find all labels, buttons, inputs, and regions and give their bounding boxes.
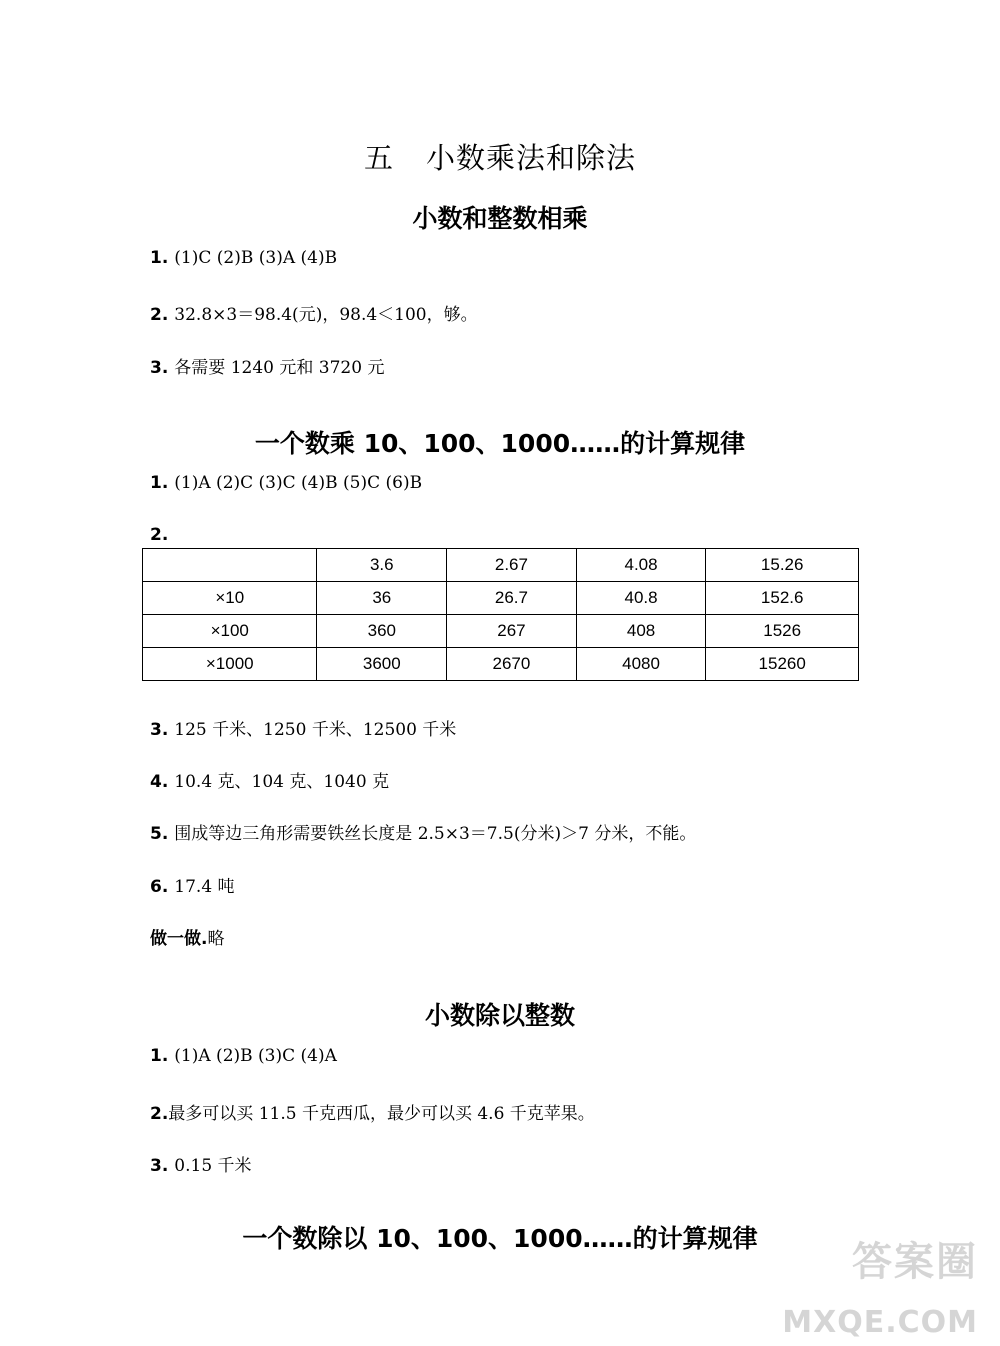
table-cell: ×1000: [143, 648, 317, 681]
table-cell: 3600: [317, 648, 447, 681]
s2-answer-4: [150, 767, 389, 792]
item-label: 2.: [150, 305, 169, 325]
table-cell: [143, 549, 317, 582]
table-cell: 26.7: [447, 582, 577, 615]
item-text: 0.15 千米: [174, 1156, 252, 1176]
item-text: 125 千米、1250 千米、12500 千米: [174, 720, 457, 740]
item-label: 6.: [150, 877, 169, 897]
item-text: (1)C (2)B (3)A (4)B: [174, 248, 338, 268]
item-label: 3.: [150, 720, 169, 740]
item-label: 做一做.: [150, 929, 208, 949]
table-cell: 267: [447, 615, 577, 648]
table-cell: 2.67: [447, 549, 577, 582]
table-cell: ×10: [143, 582, 317, 615]
table-cell: ×100: [143, 615, 317, 648]
item-text: 各需要 1240 元和 3720 元: [174, 358, 385, 378]
table-cell: 152.6: [706, 582, 859, 615]
item-text: 最多可以买 11.5 千克西瓜，最少可以买 4.6 千克苹果。: [168, 1104, 595, 1124]
s2-answer-2: [150, 525, 174, 545]
item-label: 4.: [150, 772, 169, 792]
section-title-decimal-times-integer: 小数和整数相乘: [412, 204, 588, 233]
item-label: 5.: [150, 824, 169, 844]
table-row: [143, 615, 859, 648]
table-cell: 360: [317, 615, 447, 648]
table-cell: 3.6: [317, 549, 447, 582]
table-row: [143, 582, 859, 615]
table-cell: 36: [317, 582, 447, 615]
item-text: 略: [207, 929, 225, 949]
table-header-row: [143, 549, 859, 582]
item-label: 1.: [150, 1046, 169, 1066]
s1-answer-2: [150, 300, 478, 325]
item-label: 3.: [150, 1156, 169, 1176]
section-title-divide-by-powers-of-ten: 一个数除以 10、100、1000……的计算规律: [242, 1224, 758, 1253]
multiplication-table: [142, 548, 859, 681]
item-label: 2.: [150, 1104, 169, 1124]
s2-try-it: [150, 924, 224, 949]
table-cell: 4.08: [576, 549, 706, 582]
item-label: 3.: [150, 358, 169, 378]
item-text: (1)A (2)C (3)C (4)B (5)C (6)B: [174, 473, 423, 493]
watermark-url: MXQE.COM: [782, 1305, 978, 1340]
s3-answer-2: [150, 1099, 595, 1124]
item-text: 围成等边三角形需要铁丝长度是 2.5×3＝7.5(分米)＞7 分米，不能。: [174, 824, 697, 844]
table-row: [143, 648, 859, 681]
table-cell: 408: [576, 615, 706, 648]
table-cell: 15260: [706, 648, 859, 681]
chapter-title: [0, 136, 1000, 177]
table-cell: 2670: [447, 648, 577, 681]
s1-answer-3: [150, 353, 384, 378]
table-cell: 4080: [576, 648, 706, 681]
s3-answer-1: [150, 1046, 337, 1066]
item-label: 1.: [150, 248, 169, 268]
item-text: (1)A (2)B (3)C (4)A: [174, 1046, 337, 1066]
s1-answer-1: [150, 248, 337, 268]
table-cell: 1526: [706, 615, 859, 648]
table-cell: 40.8: [576, 582, 706, 615]
item-label: 1.: [150, 473, 169, 493]
table-cell: 15.26: [706, 549, 859, 582]
s2-answer-1: [150, 473, 422, 493]
chapter-name: 小数乘法和除法: [426, 141, 637, 175]
item-text: 10.4 克、104 克、1040 克: [174, 772, 390, 792]
s2-answer-6: [150, 872, 235, 897]
item-label: 2.: [150, 525, 169, 545]
chapter-number: 五: [363, 141, 394, 175]
site-watermark: [782, 1230, 978, 1340]
s3-answer-3: [150, 1151, 252, 1176]
s2-answer-5: [150, 819, 696, 844]
s2-answer-3: [150, 715, 456, 740]
section-title-multiply-by-powers-of-ten: 一个数乘 10、100、1000……的计算规律: [254, 429, 746, 458]
item-text: 32.8×3＝98.4(元)，98.4＜100，够。: [174, 305, 478, 325]
item-text: 17.4 吨: [174, 877, 235, 897]
watermark-logo-text: 答案圈: [852, 1239, 978, 1285]
section-title-decimal-divided-by-integer: 小数除以整数: [424, 1001, 575, 1030]
